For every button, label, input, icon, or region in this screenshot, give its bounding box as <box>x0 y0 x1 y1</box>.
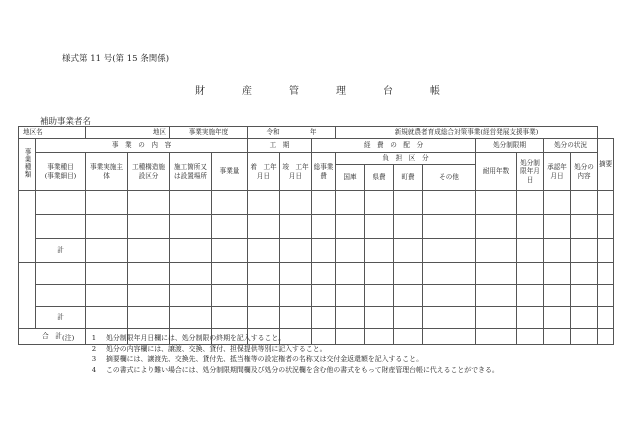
disposal-limit-header: 処分制限期 <box>476 139 544 153</box>
subtotal-label: 計 <box>36 239 86 263</box>
program-name: 新規就農者育成総合対策事業(経営発展支援事業) <box>336 127 598 139</box>
national-header: 国庫 <box>336 165 365 191</box>
subtotal-row <box>19 239 614 263</box>
project-type-header: 事業種類 <box>19 139 36 191</box>
year-suffix: 年 <box>309 128 317 137</box>
table-row <box>19 285 614 307</box>
disposal-limit-date-header: 処分制限年月日 <box>517 153 544 191</box>
burden-division-header: 負 担 区 分 <box>336 153 476 165</box>
table-row <box>19 191 614 215</box>
form-number: 様式第 11 号(第 15 条関係) <box>62 54 170 64</box>
useful-life-header: 耐用年数 <box>476 153 517 191</box>
fiscal-year-label: 事業実施年度 <box>170 127 248 139</box>
district-suffix: 地区 <box>86 127 170 139</box>
item-type-header: 事業種目 (事業細目) <box>36 153 86 191</box>
construction-period-header: 工 期 <box>248 139 312 153</box>
cost-allocation-header: 経 費 の 配 分 <box>312 139 476 153</box>
grand-total-label: 合 計 <box>19 329 86 345</box>
project-type-cell <box>19 191 36 263</box>
notes <box>62 333 499 376</box>
subtotal-row <box>19 307 614 329</box>
remarks-header: 摘要 <box>598 139 614 191</box>
start-date-header: 着 工年月日 <box>248 153 280 191</box>
note-item: 3 摘要欄には、譲渡先、交換先、貸付先、抵当権等の設定権者の名称又は交付金返還額を記入すること。 <box>91 355 423 364</box>
note-item: (注) 1 処分制限年月日欄には、処分制限の終期を記入すること。 <box>62 334 286 342</box>
project-content-header: 事 業 の 内 容 <box>36 139 248 153</box>
approval-date-header: 承認年月日 <box>544 153 571 191</box>
disposal-status-header: 処分の状況 <box>544 139 598 153</box>
title-char: 財 <box>195 86 205 97</box>
municipal-header: 町費 <box>394 165 423 191</box>
project-type-cell <box>19 263 36 329</box>
notes-lead: (注) <box>62 334 75 342</box>
property-ledger-table <box>18 126 614 345</box>
title-char: 理 <box>336 86 346 97</box>
document-title <box>195 82 440 96</box>
district-name-label: 地区名 <box>19 127 86 139</box>
subtotal-label: 計 <box>36 307 86 329</box>
total-cost-header: 総事業費 <box>312 153 336 191</box>
note-item: 4 この書式により難い場合には、処分制限期間欄及び処分の状況欄を含む他の書式をもって財産管理台帳に代えることができる。 <box>91 366 499 375</box>
title-char: 帳 <box>430 86 440 97</box>
title-char: 産 <box>242 86 252 97</box>
table-row <box>19 215 614 239</box>
quantity-header: 事業量 <box>212 153 248 191</box>
prefecture-header: 県費 <box>365 165 394 191</box>
title-char: 台 <box>383 86 393 97</box>
fiscal-year-field <box>248 127 336 139</box>
disposal-content-header: 処分の内容 <box>571 153 598 191</box>
table-row <box>19 263 614 285</box>
facility-location-header: 施工箇所又は設置場所 <box>170 153 212 191</box>
other-header: その他 <box>423 165 476 191</box>
era-label: 令和 <box>266 128 280 137</box>
completion-date-header: 竣 工年月日 <box>280 153 312 191</box>
title-char: 管 <box>289 86 299 97</box>
note-item: 2 処分の内容欄には、譲渡、交換、貸付、担保提供等別に記入すること。 <box>91 344 327 353</box>
work-structure-header: 工種構造施設区分 <box>128 153 170 191</box>
grantee-label: 補助事業者名 <box>40 117 92 127</box>
implementing-body-header: 事業実施主体 <box>86 153 128 191</box>
